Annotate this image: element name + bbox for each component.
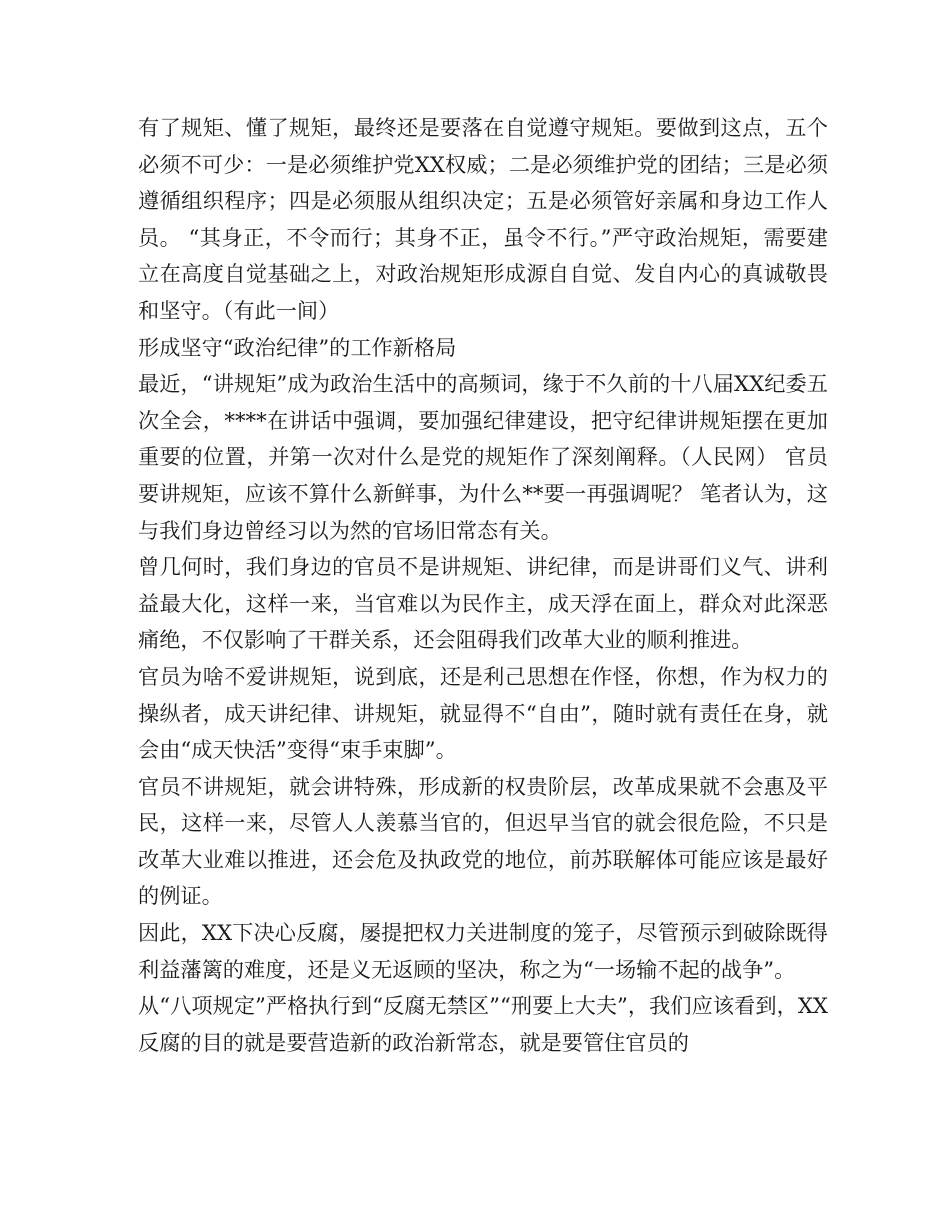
paragraph-self-discipline: 有了规矩、懂了规矩，最终还是要落在自觉遵守规矩。要做到这点，五个必须不可少：一是必须维护党XX权威；二是必须维护党的团结；三是必须遵循组织程序；四是必须服从组织决定；五是必须管好亲属和身边工作人员。 “其身正，不令而行；其身不正，虽令不行。”严守政治规矩，需要建立在高度自觉基础之上，对政治规矩形成源自自觉、发自内心的真诚敬畏和坚守。（有此一间） bbox=[138, 115, 828, 323]
paragraph-eight-rules: 从“八项规定”严格执行到“反腐无禁区”“刑要上大夫”，我们应该看到，XX反腐的目的就是要营造新的政治新常态，就是要管住官员的 bbox=[138, 993, 828, 1055]
paragraph-why-not-rules: 官员为啥不爱讲规矩，说到底，还是利己思想在作怪，你想，作为权力的操纵者，成天讲纪律、讲规矩，就显得不“自由”，随时就有责任在身，就会由“成天快活”变得“束手束脚”。 bbox=[138, 663, 828, 763]
document-body bbox=[138, 110, 828, 1061]
paragraph-anti-corruption: 因此，XX下决心反腐，屡提把权力关进制度的笼子，尽管预示到破除既得利益藩篱的难度，还是义无返顾的坚决，称之为“一场输不起的战争”。 bbox=[138, 920, 828, 982]
paragraph-once-upon-time: 曾几何时，我们身边的官员不是讲规矩、讲纪律，而是讲哥们义气、讲利益最大化，这样一来，当官难以为民作主，成天浮在面上，群众对此深恶痛绝，不仅影响了干群关系，还会阻碍我们改革大业的顺利推进。 bbox=[138, 554, 828, 653]
paragraph-special-privilege: 官员不讲规矩，就会讲特殊，形成新的权贵阶层，改革成果就不会惠及平民，这样一来，尽管人人羡慕当官的，但迟早当官的就会很危险，不只是改革大业难以推进，还会危及执政党的地位，前苏联解体可能应该是最好的例证。 bbox=[138, 773, 828, 909]
section-heading: 形成坚守“政治纪律”的工作新格局 bbox=[138, 334, 457, 360]
paragraph-recent-rules: 最近，“讲规矩”成为政治生活中的高频词，缘于不久前的十八届XX纪委五次全会，****在讲话中强调，要加强纪律建设，把守纪律讲规矩摆在更加重要的位置，并第一次对什么是党的规矩作了深刻阐释。（人民网） 官员要讲规矩，应该不算什么新鲜事，为什么**要一再强调呢？ 笔者认为，这与我们身边曾经习以为然的官场旧常态有关。 bbox=[138, 371, 828, 543]
